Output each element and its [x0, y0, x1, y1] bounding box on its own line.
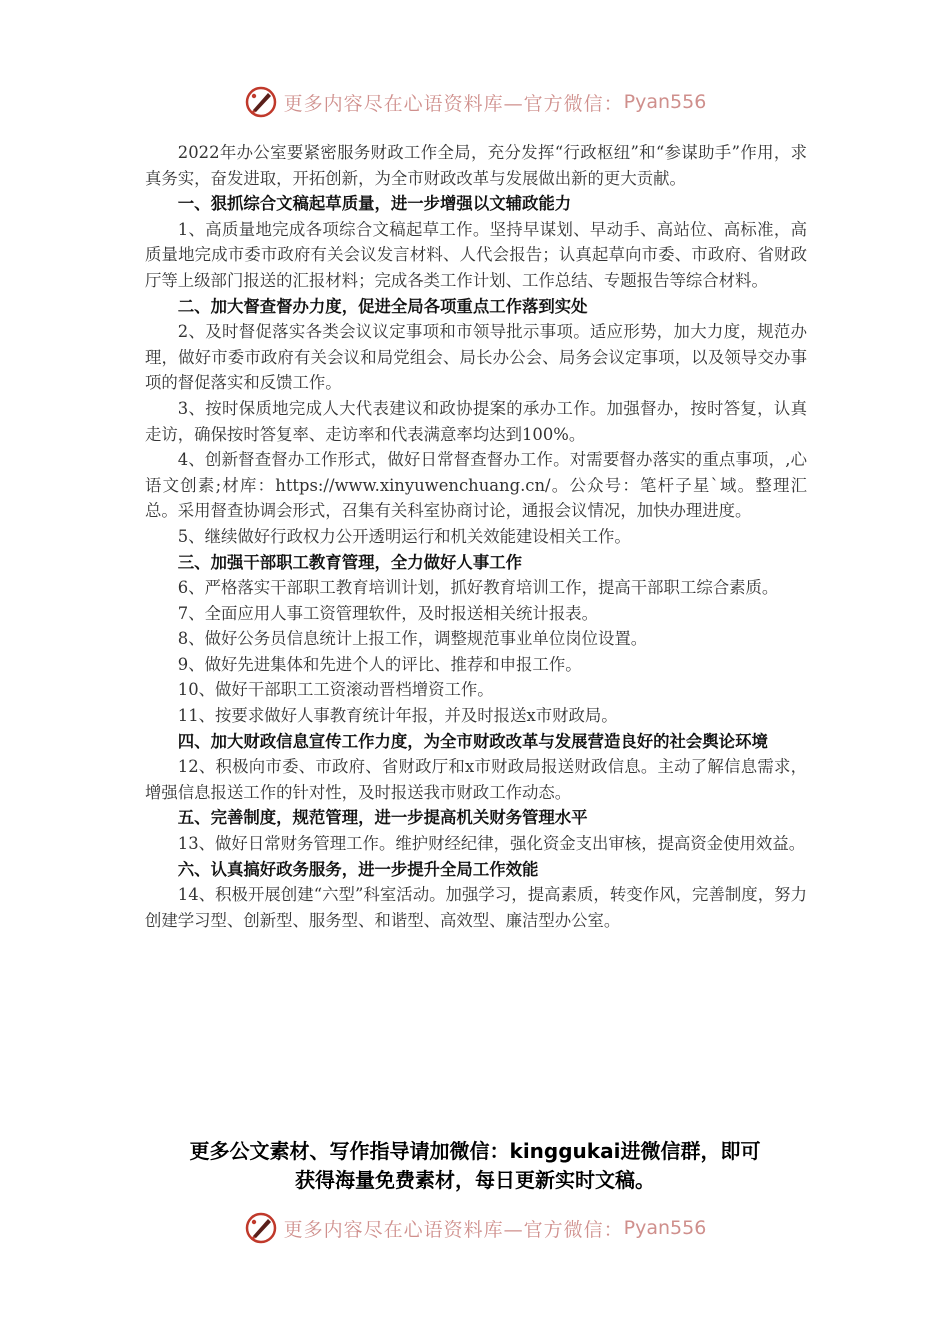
paragraph-4: 4、创新督查督办工作形式，做好日常督查督办工作。对需要督办落实的重点事项，,心语文创素;材库：https://www.xinyuwenchuang.cn/。公众号：笔杆子星`域。整理汇总。采用督查协调会形式，召集有关科室协商讨论，通报会议情况，加快办理进度。 [145, 450, 807, 521]
paragraph-7: 7、全面应用人事工资管理软件，及时报送相关统计报表。 [177, 603, 598, 623]
watermark-wechat-id: Pyan556 [623, 1217, 707, 1239]
paragraph-13: 13、做好日常财务管理工作。维护财经纪律，强化资金支出审核，提高资金使用效益。 [177, 834, 806, 854]
watermark-banner-bottom [0, 1208, 950, 1248]
pen-circle-logo-icon [244, 85, 278, 119]
paragraph-10: 10、做好干部职工工资滚动晋档增资工作。 [177, 680, 494, 700]
paragraph-2: 2、及时督促落实各类会议议定事项和市领导批示事项。适应形势，加大力度，规范办理，做好市委市政府有关会议和局党组会、局长办公会、局务会议定事项，以及领导交办事项的督促落实和反馈工作。 [145, 322, 807, 393]
promo-notice-line-1: 更多公文素材、写作指导请加微信：kinggukai进微信群，即可 [189, 1139, 761, 1163]
watermark-banner-top [0, 82, 950, 122]
section-heading-6: 六、认真搞好政务服务，进一步提升全局工作效能 [177, 859, 539, 879]
watermark-text: 更多内容尽在心语资料库—官方微信： [283, 92, 624, 115]
paragraph-12: 12、积极向市委、市政府、省财政厅和x市财政局报送财政信息。主动了解信息需求，增强信息报送工作的针对性，及时报送我市财政工作动态。 [145, 757, 807, 802]
section-heading-2: 二、加大督查督办力度，促进全局各项重点工作落到实处 [177, 296, 588, 316]
watermark-text: 更多内容尽在心语资料库—官方微信： [283, 1218, 624, 1241]
paragraph-6: 6、严格落实干部职工教育培训计划，抓好教育培训工作，提高干部职工综合素质。 [177, 578, 779, 598]
paragraph-14: 14、积极开展创建“六型”科室活动。加强学习，提高素质，转变作风，完善制度，努力创建学习型、创新型、服务型、和谐型、高效型、廉洁型办公室。 [145, 885, 807, 930]
paragraph-11: 11、按要求做好人事教育统计年报，并及时报送x市财政局。 [177, 706, 618, 726]
section-heading-1: 一、狠抓综合文稿起草质量，进一步增强以文辅政能力 [177, 194, 572, 214]
promo-notice-line-2: 获得海量免费素材，每日更新实时文稿。 [295, 1168, 655, 1192]
intro-paragraph: 2022年办公室要紧密服务财政工作全局，充分发挥“行政枢纽”和“参谋助手”作用，求真务实，奋发进取，开拓创新，为全市财政改革与发展做出新的更大贡献。 [145, 143, 807, 188]
document-body [145, 140, 807, 933]
paragraph-3: 3、按时保质地完成人大代表建议和政协提案的承办工作。加强督办，按时答复，认真走访，确保按时答复率、走访率和代表满意率均达到100%。 [145, 398, 807, 444]
watermark-wechat-id: Pyan556 [623, 91, 707, 113]
paragraph-1: 1、高质量地完成各项综合文稿起草工作。坚持早谋划、早动手、高站位、高标准，高质量地完成市委市政府有关会议发言材料、人代会报告；认真起草向市委、市政府、省财政厅等上级部门报送的汇报材料；完成各类工作计划、工作总结、专题报告等综合材料。 [145, 219, 807, 290]
paragraph-8: 8、做好公务员信息统计上报工作，调整规范事业单位岗位设置。 [177, 629, 648, 649]
section-heading-3: 三、加强干部职工教育管理，全力做好人事工作 [177, 552, 522, 572]
pen-circle-logo-icon [244, 1211, 278, 1245]
section-heading-5: 五、完善制度，规范管理，进一步提高机关财务管理水平 [177, 808, 588, 828]
paragraph-5: 5、继续做好行政权力公开透明运行和机关效能建设相关工作。 [177, 526, 631, 546]
paragraph-9: 9、做好先进集体和先进个人的评比、推荐和申报工作。 [177, 654, 582, 674]
promo-notice [140, 1137, 810, 1195]
section-heading-4: 四、加大财政信息宣传工作力度，为全市财政改革与发展营造良好的社会舆论环境 [177, 731, 768, 751]
